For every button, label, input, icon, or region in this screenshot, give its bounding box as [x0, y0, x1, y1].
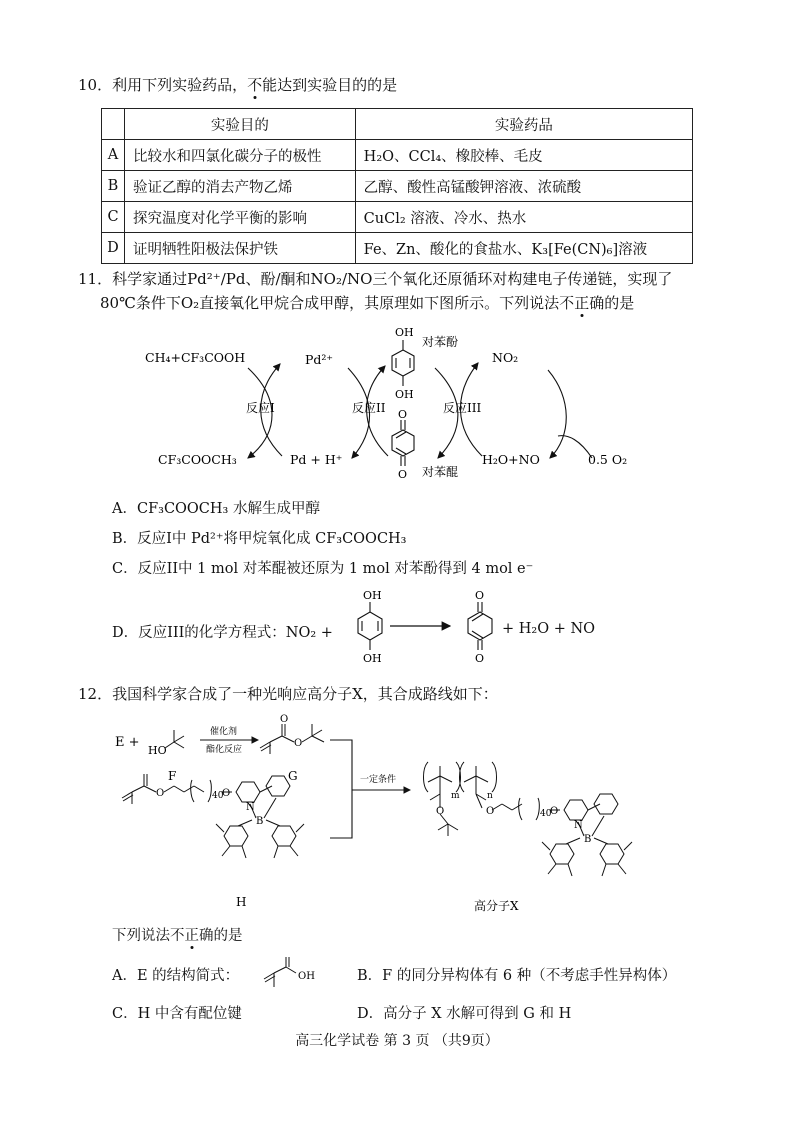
q11-option-d[interactable]: D．反应III的化学方程式：NO₂ +	[112, 625, 333, 641]
svg-text:B: B	[256, 816, 264, 827]
h2o-no-label: H₂O+NO	[482, 452, 540, 467]
svg-text:40: 40	[212, 791, 224, 801]
g-label: G	[288, 769, 298, 783]
f-ho: HO	[148, 744, 167, 757]
table-row: B 验证乙醇的消去产物乙烯 乙醇、酸性高锰酸钾溶液、浓硫酸	[102, 171, 693, 202]
q12-option-c[interactable]: C．H 中含有配位键	[112, 1006, 242, 1022]
svg-text:40: 40	[540, 809, 552, 819]
q12-option-d[interactable]: D．高分子 X 水解可得到 G 和 H	[357, 1006, 572, 1022]
q12-option-a-structure	[262, 955, 320, 991]
g-structure	[260, 724, 324, 754]
pd2-label: Pd²⁺	[305, 352, 334, 367]
reaction3-label: 反应III	[443, 401, 482, 415]
header-goal: 实验目的	[125, 109, 356, 140]
q10-stem: 10．利用下列实验药品，不能达到实验目的的是	[78, 76, 398, 94]
combine-bracket	[330, 740, 352, 838]
h-label: H	[236, 895, 247, 909]
table-row: C 探究温度对化学平衡的影响 CuCl₂ 溶液、冷水、热水	[102, 202, 693, 233]
svg-text:O: O	[486, 806, 495, 817]
o2-arrow	[558, 436, 592, 458]
q11-stem-line1: 11．科学家通过Pd²⁺/Pd、酚/酮和NO₂/NO三个氧化还原循环对构建电子传递链，实现了	[78, 270, 673, 288]
q11-stem-line2: 80℃条件下O₂直接氧化甲烷合成甲醇，其原理如下图所示。下列说法不正确的是	[100, 294, 635, 312]
bq-label: 对苯醌	[422, 465, 459, 479]
svg-text:OH: OH	[363, 589, 382, 602]
e-plus-label: E +	[115, 735, 140, 750]
q12-synthesis-scheme	[110, 710, 710, 920]
svg-text:O: O	[156, 788, 165, 799]
svg-text:OH: OH	[363, 652, 382, 665]
q12-stem: 12．我国科学家合成了一种光响应高分子X，其合成路线如下：	[78, 685, 498, 703]
svg-text:N: N	[246, 802, 255, 813]
reaction1-label: 反应I	[246, 401, 275, 415]
oh-label: OH	[298, 971, 315, 982]
svg-text:O: O	[222, 788, 231, 799]
condition-label: 一定条件	[360, 775, 397, 785]
svg-text:O: O	[280, 714, 289, 725]
q11-option-b[interactable]: B．反应I中 Pd²⁺将甲烷氧化成 CF₃COOCH₃	[112, 531, 407, 547]
svg-text:N: N	[574, 820, 583, 831]
esterification-label: 酯化反应	[206, 745, 243, 755]
q10-table	[101, 108, 693, 264]
x-structure	[424, 762, 633, 876]
q11-option-c[interactable]: C．反应II中 1 mol 对苯醌被还原为 1 mol 对苯酚得到 4 mol e⁻	[112, 561, 534, 577]
benzoquinone-structure	[392, 420, 414, 466]
q12-stem2: 下列说法不正确的是	[112, 928, 243, 944]
hq-label: 对苯酚	[422, 335, 459, 349]
q11-option-d-suffix: + H₂O + NO	[502, 621, 596, 637]
o2-label: 0.5 O₂	[588, 452, 628, 467]
page-footer: 高三化学试卷 第 3 页 （共9页）	[295, 1033, 499, 1049]
hq-oh-top: OH	[395, 326, 414, 339]
catalyst-label: 催化剂	[210, 727, 238, 737]
ch4-label: CH₄+CF₃COOH	[145, 350, 246, 365]
svg-text:O: O	[550, 806, 559, 817]
svg-text:O: O	[436, 806, 445, 817]
svg-text:O: O	[475, 589, 485, 602]
bq-o-bottom: O	[398, 468, 408, 481]
hq-oh-bottom: OH	[395, 388, 414, 401]
svg-text:O: O	[294, 738, 303, 749]
svg-text:B: B	[584, 834, 592, 845]
svg-text:O: O	[475, 652, 485, 665]
table-row: A 比较水和四氯化碳分子的极性 H₂O、CCl₄、橡胶棒、毛皮	[102, 140, 693, 171]
bq-o-top: O	[398, 408, 408, 421]
reaction2-label: 反应II	[352, 401, 386, 415]
ester-label: CF₃COOCH₃	[158, 452, 237, 467]
f-label: F	[168, 769, 177, 783]
q12-option-a[interactable]: A．E 的结构简式：	[112, 968, 240, 984]
no2-label: NO₂	[492, 350, 519, 365]
q11-option-a[interactable]: A．CF₃COOCH₃ 水解生成甲醇	[112, 501, 320, 517]
q10-emphasis: 不	[247, 76, 263, 94]
f-structure	[165, 730, 184, 748]
q11-cycle-diagram	[130, 318, 650, 493]
header-reagents: 实验药品	[355, 109, 692, 140]
hydroquinone-structure	[392, 340, 414, 386]
q12-option-b[interactable]: B．F 的同分异构体有 6 种（不考虑手性异构体）	[357, 968, 677, 984]
h-structure	[122, 774, 304, 858]
x-label: 高分子X	[474, 899, 519, 913]
subscript-m: m	[451, 791, 460, 801]
cycle4-arrow	[548, 370, 566, 458]
table-header-row	[102, 109, 693, 140]
subscript-n: n	[487, 791, 493, 801]
table-row: D 证明牺牲阳极法保护铁 Fe、Zn、酸化的食盐水、K₃[Fe(CN)₆]溶液	[102, 233, 693, 264]
benzoquinone-structure	[468, 602, 492, 650]
pdh-label: Pd + H⁺	[290, 452, 343, 467]
hydroquinone-structure	[358, 602, 382, 650]
